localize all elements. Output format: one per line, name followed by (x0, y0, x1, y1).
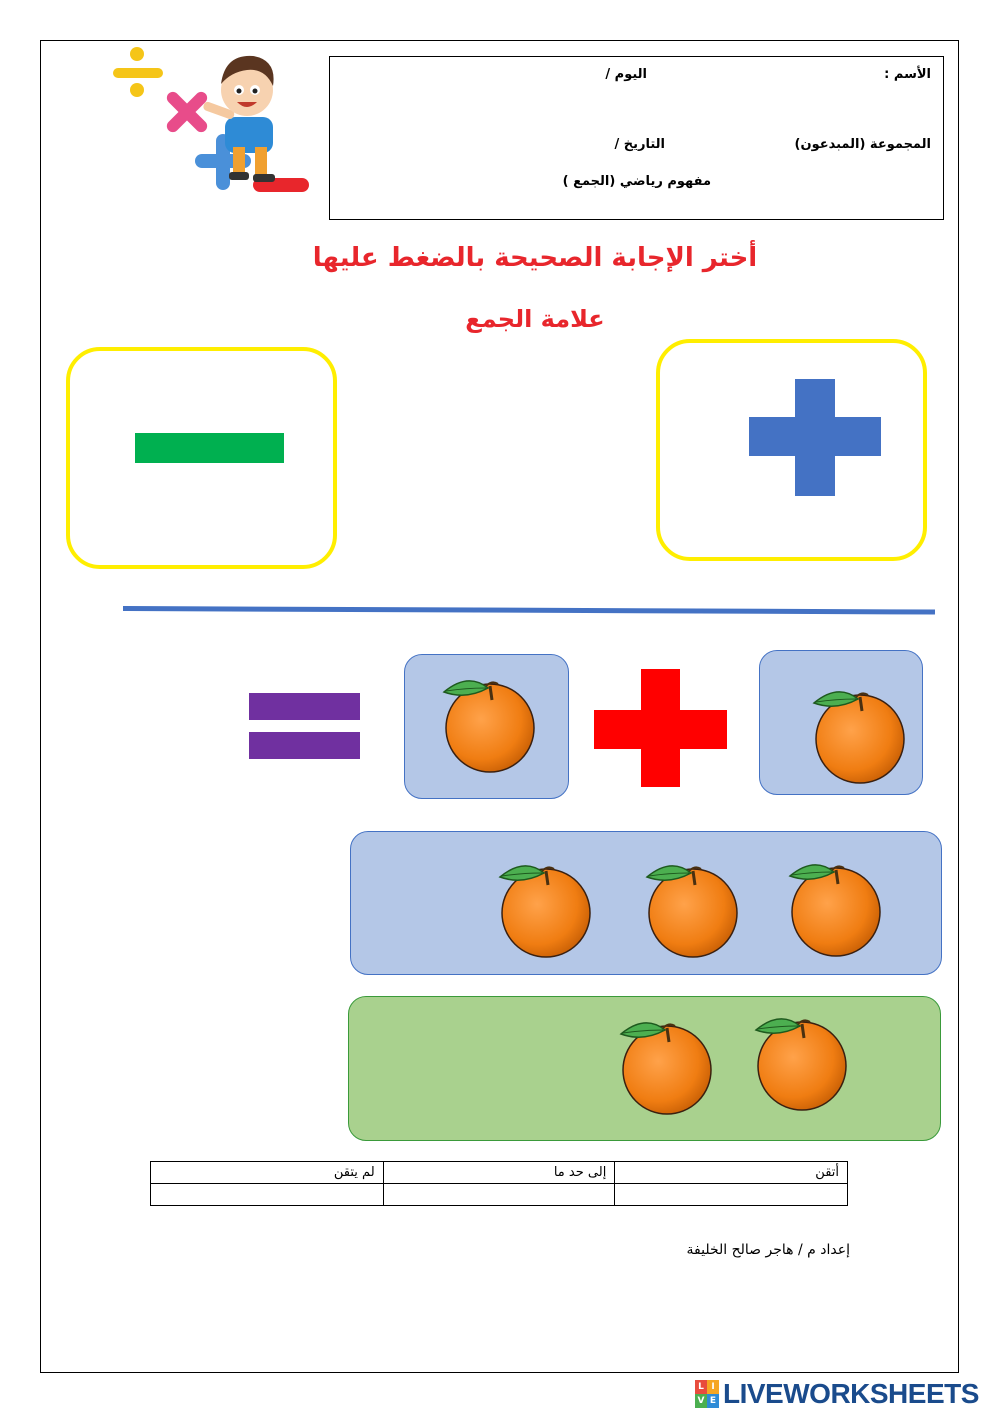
rating-cell[interactable] (615, 1184, 848, 1206)
orange-icon (641, 851, 741, 961)
liveworksheets-brand (695, 1378, 979, 1410)
plus-sign-vertical (795, 379, 835, 496)
brand-logo-icon (695, 1380, 719, 1408)
brand-letter: L (695, 1380, 707, 1394)
author-credit: إعداد م / هاجر صالح الخليفة (686, 1242, 850, 1258)
instruction-title: أختر الإجابة الصحيحة بالضغط عليها (312, 243, 758, 273)
equals-sign-bottom (249, 732, 360, 759)
group-label: المجموعة (المبدعون) (794, 137, 931, 152)
name-field-label: الأسم : (884, 67, 931, 82)
orange-icon (615, 1008, 715, 1118)
rating-table (150, 1161, 848, 1206)
brand-letter: E (707, 1394, 719, 1408)
concept-label: مفهوم رياضي (الجمع ) (562, 174, 711, 189)
brand-letter: V (695, 1394, 707, 1408)
student-info-box (329, 56, 944, 220)
brand-letter: I (707, 1380, 719, 1394)
rating-cell[interactable] (383, 1184, 615, 1206)
minus-sign-icon (135, 433, 284, 463)
rating-cell[interactable] (151, 1184, 384, 1206)
orange-icon (494, 851, 594, 961)
orange-icon (808, 677, 908, 787)
brand-name: LIVEWORKSHEETS (723, 1378, 979, 1409)
rating-mastered: أتقن (615, 1162, 848, 1184)
date-field-label: التاريخ / (614, 137, 665, 152)
orange-icon (750, 1004, 850, 1114)
orange-icon (784, 850, 884, 960)
day-field-label: اليوم / (605, 67, 647, 82)
question-title: علامة الجمع (465, 305, 605, 333)
equals-sign-icon (249, 693, 360, 720)
orange-icon (438, 666, 538, 776)
rating-not-mastered: لم يتقن (151, 1162, 384, 1184)
rating-partial: إلى حد ما (383, 1162, 615, 1184)
equation-plus-vertical (641, 669, 680, 787)
math-kid-clipart (105, 42, 315, 202)
rating-header-row (151, 1162, 848, 1184)
rating-value-row (151, 1184, 848, 1206)
